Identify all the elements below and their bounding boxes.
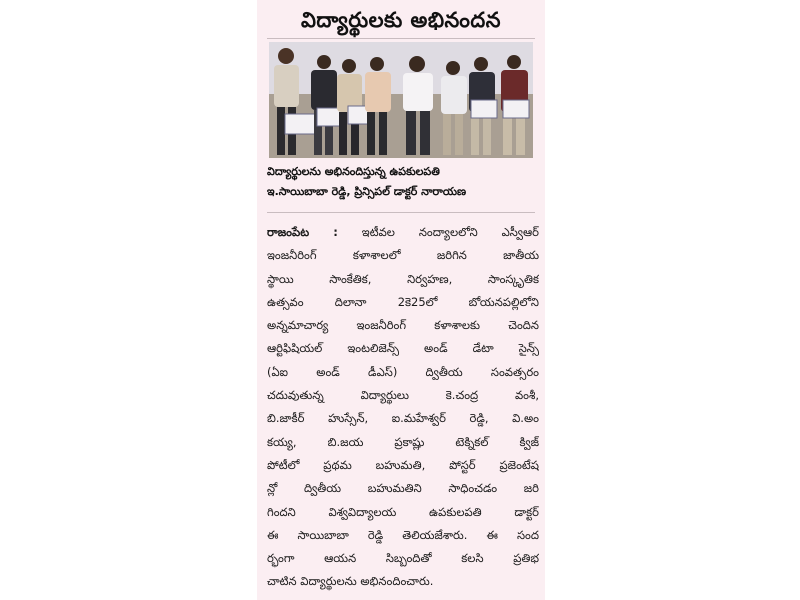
body-line: ర్భంగా ఆయన సిబ్బందితో కలసి ప్రతిభ (267, 551, 539, 566)
body-line: (ఏఐ అండ్ డీఎస్) ద్వితీయ సంవత్సరం (267, 364, 539, 379)
body-line: న్లో ద్వితీయ బహుమతిని సాధించడం జరి (267, 481, 539, 496)
caption-divider (267, 212, 535, 213)
body-line: స్థాయి సాంకేతిక, నిర్వహణ, సాంస్కృతిక (267, 271, 539, 286)
certificate (285, 114, 315, 134)
body-first-line-text: ఇటీవల నంద్యాలలోని ఎస్వీఆర్ (337, 225, 539, 239)
article-photo (269, 42, 533, 158)
certificate (503, 100, 529, 118)
article-body (267, 221, 539, 594)
body-line: ఉత్సవం దిలానా 2కె25లో బోయనపల్లిలోని (267, 294, 539, 309)
caption-line: ఇ.సాయిబాబా రెడ్డి, ప్రిన్సిపల్ డాక్టర్ నారాయణ (267, 185, 467, 198)
body-line: చాటిన విద్యార్థులను అభినందించారు. (267, 574, 434, 589)
headline-divider (267, 38, 535, 39)
body-line: కయ్య, బి.జయ ప్రకాష్లు టెక్నికల్ క్విజ్ (267, 434, 539, 449)
body-line: ఇంజనీరింగ్ కళాశాలలో జరిగిన జాతీయ (267, 248, 539, 263)
body-line: చదువుతున్న విద్యార్థులు కె.చంద్ర వంశీ, (267, 388, 539, 403)
certificate (471, 100, 497, 118)
photo-caption (267, 162, 537, 202)
body-line: గిందని విశ్వవిద్యాలయ ఉపకులపతి డాక్టర్ (267, 504, 539, 519)
body-line: పోటీలో ప్రథమ బహుమతి, పోస్టర్ ప్రజెంటేష (267, 457, 539, 472)
headline: విద్యార్థులకు అభినందన (301, 8, 501, 32)
newspaper-clipping (257, 0, 545, 600)
caption-line: విద్యార్థులను అభినందిస్తున్న ఉపకులపతి (267, 165, 440, 178)
body-line: ఈ సాయిబాబా రెడ్డి తెలియజేశారు. ఈ సంద (267, 527, 539, 542)
body-line: బి.జాకీర్ హుస్సేన్, ఐ.మహేశ్వర్ రెడ్డి, వి.అం (267, 411, 539, 426)
dateline: రాజంపేట : (267, 225, 338, 239)
body-line: ఆర్టిఫిషియల్ ఇంటలిజెన్స్ అండ్ డేటా సైన్స్ (267, 341, 539, 356)
body-line: అన్నమాచార్య ఇంజనీరింగ్ కళాశాలకు చెందిన (267, 318, 539, 333)
body-line (267, 221, 539, 244)
group-photo-illustration (269, 42, 533, 158)
